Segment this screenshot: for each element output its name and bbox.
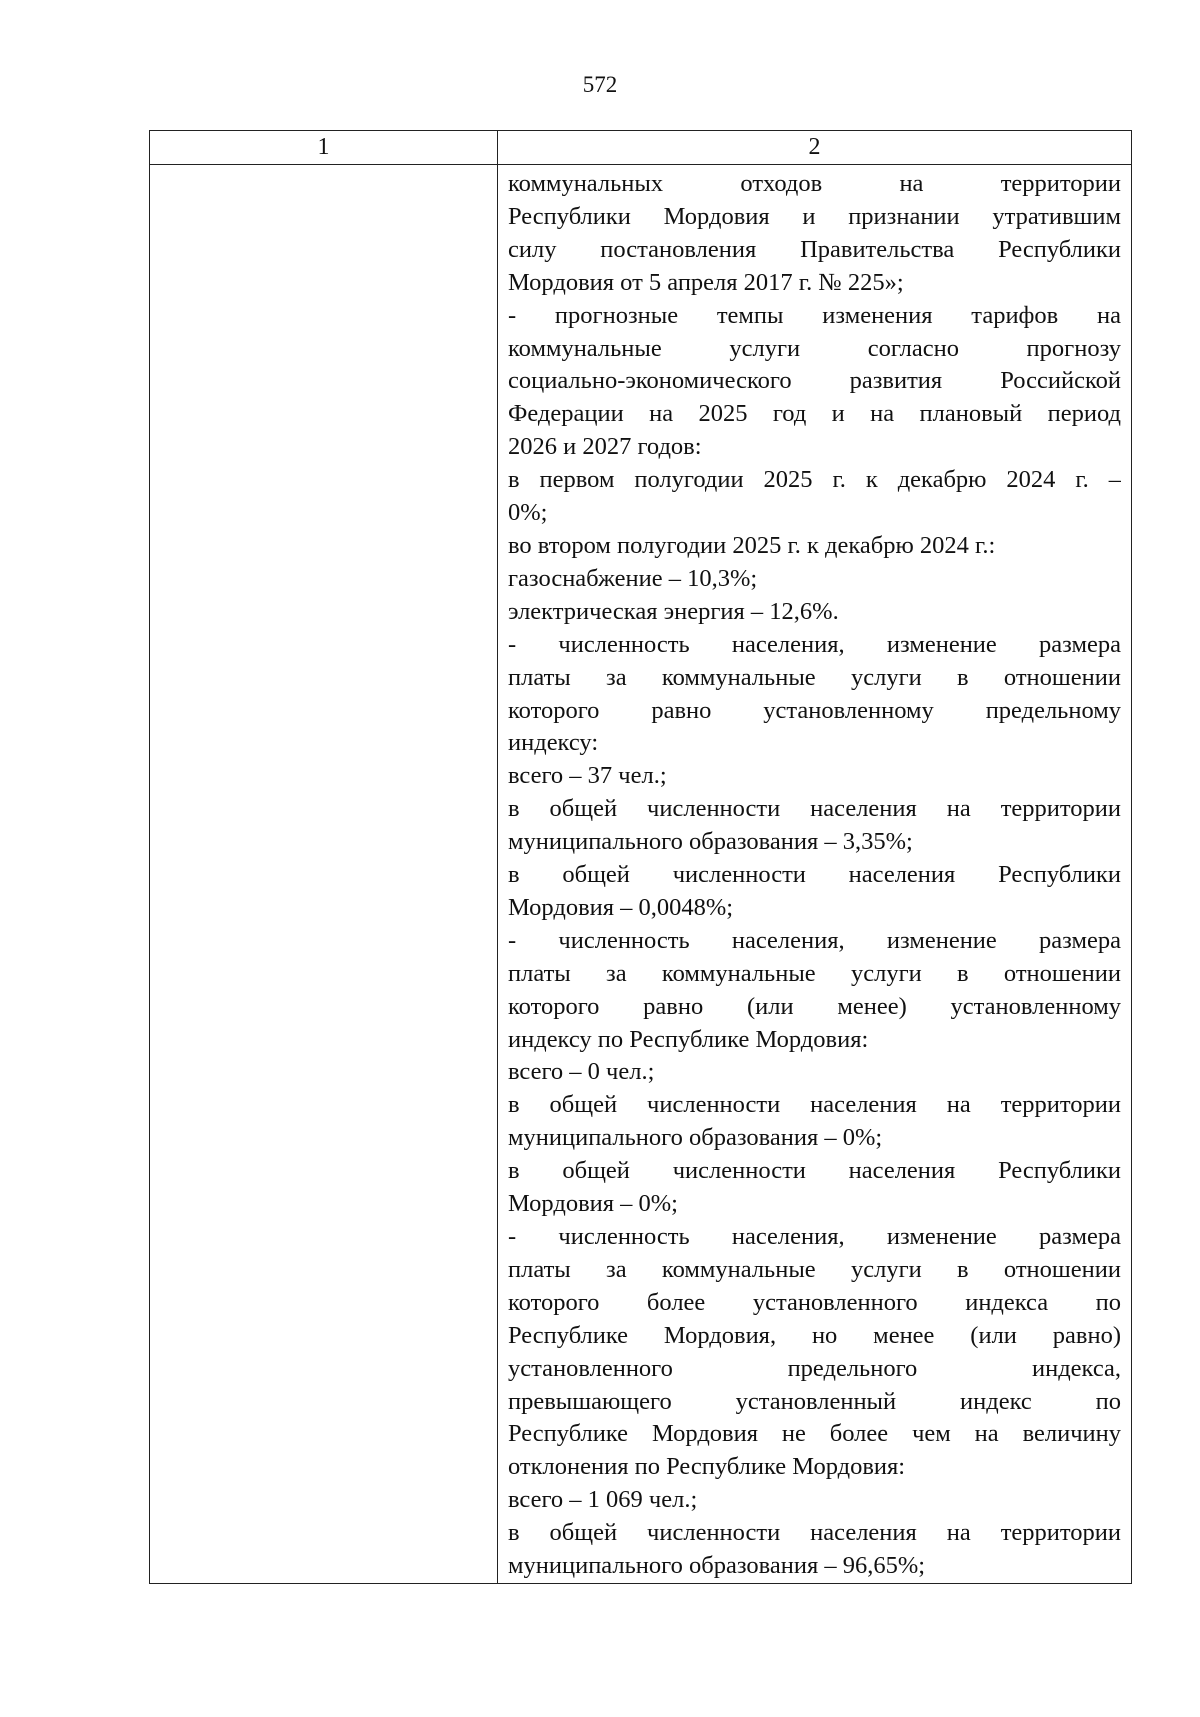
column-header-2: 2 (498, 131, 1132, 165)
text-line: в общей численности населения на территории (508, 795, 1121, 823)
text-line: силу постановления Правительства Республики (508, 235, 1121, 263)
text-line: которого равно (или менее) установленному (508, 992, 1121, 1020)
text-line: газоснабжение – 10,3%; (508, 564, 758, 592)
text-line: - прогнозные темпы изменения тарифов на (508, 301, 1121, 329)
text-line: платы за коммунальные услуги в отношении (508, 959, 1121, 987)
text-line: социально-экономического развития Российской (508, 367, 1121, 395)
text-line: Мордовия – 0,0048%; (508, 893, 734, 921)
text-line: коммунальных отходов на территории (508, 170, 1121, 197)
text-line: 0%; (508, 499, 548, 527)
text-line: муниципального образования – 96,65%; (508, 1552, 926, 1580)
text-line: Федерации на 2025 год и на плановый период (508, 400, 1121, 428)
document-table (149, 130, 1132, 1584)
text-line: в общей численности населения Республики (508, 1157, 1121, 1185)
table-cell-col1 (150, 165, 498, 1584)
text-line: установленного предельного индекса, (508, 1354, 1121, 1382)
text-line: в общей численности населения на территории (508, 1519, 1121, 1547)
text-line: которого равно установленному предельному (508, 696, 1121, 724)
text-line: - численность населения, изменение размера (508, 630, 1121, 658)
page-number: 572 (582, 72, 618, 97)
text-line: в общей численности населения Республики (508, 861, 1121, 889)
table-header-row (150, 131, 1132, 165)
text-line: которого более установленного индекса по (508, 1288, 1121, 1316)
text-line: Республике Мордовия, но менее (или равно) (508, 1321, 1121, 1349)
text-line: в общей численности населения на территории (508, 1091, 1121, 1119)
table-row (150, 165, 1132, 1584)
text-line: - численность населения, изменение размера (508, 1223, 1121, 1250)
col2-text (498, 165, 1131, 1583)
text-line: электрическая энергия – 12,6%. (508, 597, 839, 625)
text-line: Мордовия от 5 апреля 2017 г. № 225»; (508, 268, 904, 296)
text-line: индексу: (508, 729, 599, 757)
text-line: отклонения по Республике Мордовия: (508, 1453, 906, 1481)
text-line: Республики Мордовия и признании утратившим (508, 202, 1121, 230)
text-line: платы за коммунальные услуги в отношении (508, 1255, 1121, 1283)
text-line: индексу по Республике Мордовия: (508, 1025, 869, 1053)
table-cell-col2 (498, 165, 1132, 1584)
column-header-1: 1 (150, 131, 498, 165)
text-line: в первом полугодии 2025 г. к декабрю 2024 г. – (508, 466, 1121, 494)
text-line: - численность населения, изменение размера (508, 926, 1121, 954)
text-line: Республике Мордовия не более чем на величину (508, 1420, 1121, 1448)
text-line: муниципального образования – 0%; (508, 1124, 883, 1152)
text-line: во втором полугодии 2025 г. к декабрю 2024 г.: (508, 531, 996, 559)
text-line: Мордовия – 0%; (508, 1190, 678, 1218)
text-line: платы за коммунальные услуги в отношении (508, 663, 1121, 691)
text-line: всего – 37 чел.; (508, 762, 667, 790)
text-line: всего – 0 чел.; (508, 1058, 655, 1086)
text-line: превышающего установленный индекс по (508, 1387, 1121, 1415)
text-line: всего – 1 069 чел.; (508, 1486, 698, 1514)
text-line: коммунальные услуги согласно прогнозу (508, 334, 1121, 362)
text-line: 2026 и 2027 годов: (508, 433, 702, 461)
text-line: муниципального образования – 3,35%; (508, 828, 913, 856)
